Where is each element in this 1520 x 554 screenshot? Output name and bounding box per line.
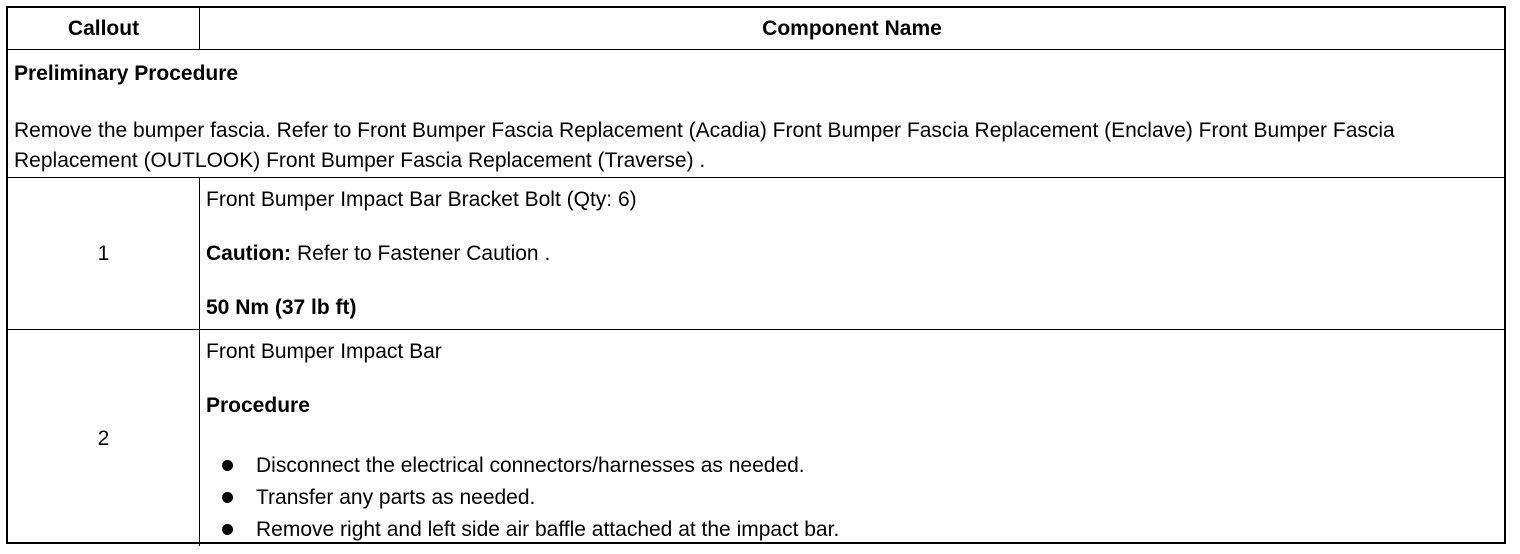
list-item	[222, 514, 839, 546]
procedure-steps-list	[222, 450, 839, 546]
bullet-icon	[222, 492, 233, 503]
list-item	[222, 482, 839, 514]
component-table	[6, 6, 1506, 544]
table-header-row	[8, 8, 1504, 49]
table-row	[8, 177, 1504, 329]
caution-label: Caution:	[206, 242, 292, 265]
component-name-header-cell	[200, 8, 1504, 49]
procedure-step-text: Disconnect the electrical connectors/harnesses as needed.	[256, 454, 805, 477]
procedure-step-text: Transfer any parts as needed.	[256, 486, 536, 509]
callout-cell	[8, 330, 200, 546]
callout-header: Callout	[67, 17, 140, 40]
procedure-heading: Procedure	[206, 394, 310, 417]
bullet-icon	[222, 460, 233, 471]
callout-number: 1	[97, 242, 110, 265]
preliminary-procedure-text: Remove the bumper fascia. Refer to Front Bumper Fascia Replacement (Acadia) Front Bumper Fascia Replacement (Enclave) Front Bumper Fascia Replacement (OUTLOOK) Front Bumper Fascia Replacement (Traverse) .	[14, 119, 1395, 172]
preliminary-procedure-row	[8, 49, 1504, 177]
preliminary-procedure-title: Preliminary Procedure	[14, 62, 239, 85]
component-cell	[200, 178, 1504, 329]
list-item	[222, 450, 839, 482]
callout-header-cell	[8, 8, 200, 49]
component-name: Front Bumper Impact Bar	[206, 340, 442, 363]
bullet-icon	[222, 524, 233, 535]
preliminary-procedure-cell	[8, 50, 1504, 177]
procedure-step-text: Remove right and left side air baffle attached at the impact bar.	[256, 518, 840, 541]
component-name: Front Bumper Impact Bar Bracket Bolt (Qty: 6)	[206, 188, 637, 211]
callout-cell	[8, 178, 200, 329]
torque-spec: 50 Nm (37 lb ft)	[206, 296, 357, 319]
caution-text: Refer to Fastener Caution .	[291, 242, 551, 265]
component-cell	[200, 330, 1504, 546]
table-row	[8, 329, 1504, 546]
component-name-header: Component Name	[762, 17, 942, 40]
callout-number: 2	[97, 427, 110, 450]
caution-note	[206, 242, 550, 266]
